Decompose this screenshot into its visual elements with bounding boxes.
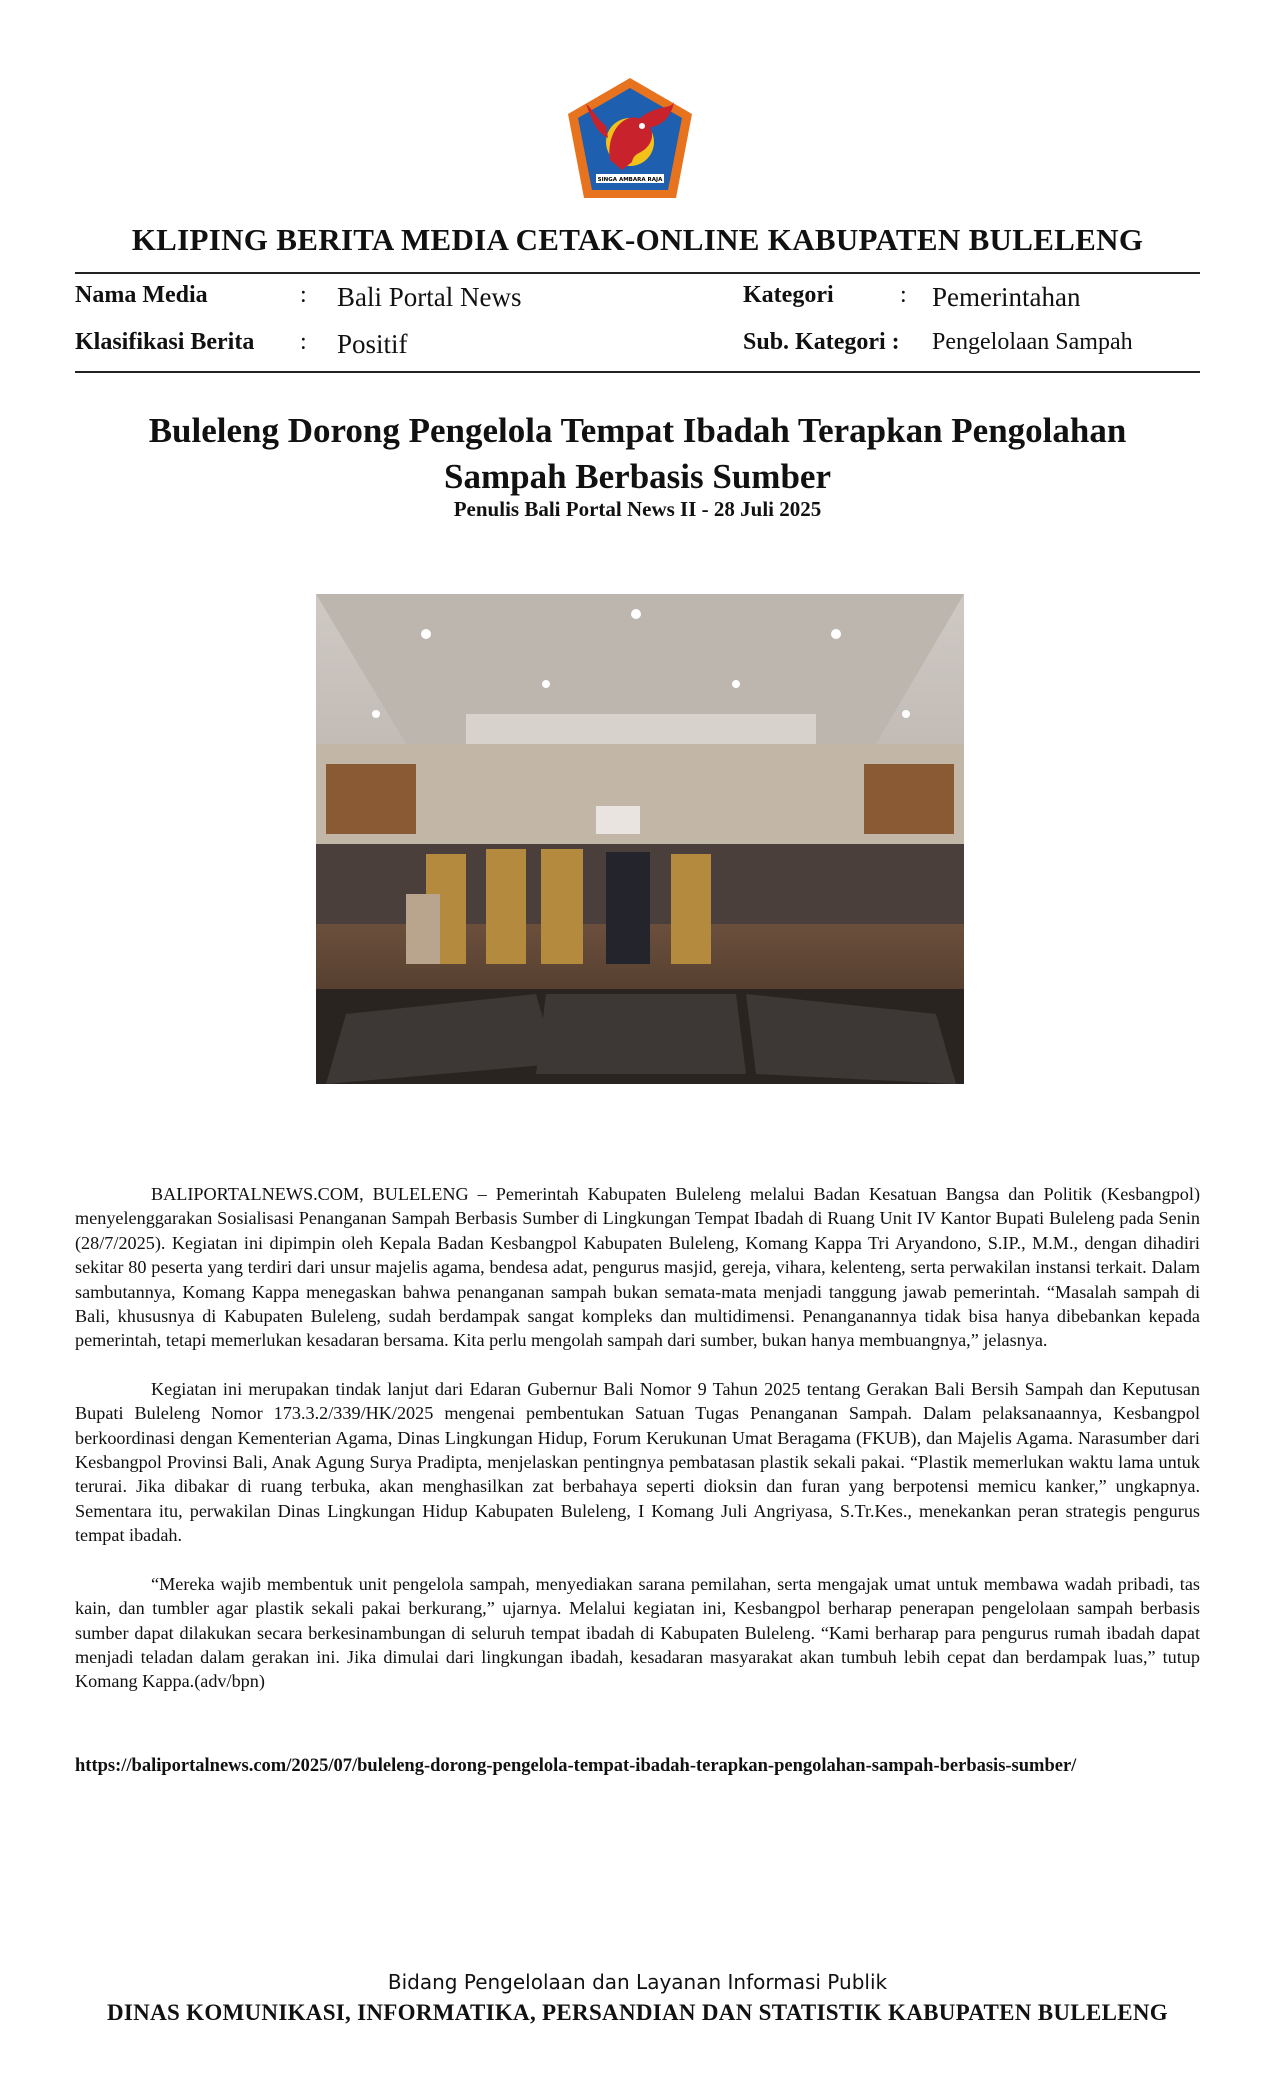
nama-media-value: Bali Portal News [337, 282, 522, 312]
article-paragraph-3: “Mereka wajib membentuk unit pengelola sampah, menyediakan sarana pemilahan, serta mengajak umat untuk membawa wadah pribadi, tas kain, dan tumbler agar plastik sekali pakai berkurang,” ujarnya. Melalui kegiatan ini, Kesbangpol berharap penerapan pengelolaan sampah berbasis sumber dapat dilakukan secara berkesinambungan di seluruh tempat ibadah di Kabupaten Buleleng. “Kami berharap para pengurus rumah ibadah dapat menjadi teladan dalam gerakan ini. Jika dimulai dari lingkungan ibadah, kesadaran masyarakat akan tumbuh lebih cepat dan berdampak luas,” tutup Komang Kappa.(adv/bpn) [75, 1573, 1200, 1692]
article-paragraph-2: Kegiatan ini merupakan tindak lanjut dari Edaran Gubernur Bali Nomor 9 Tahun 2025 tentang Gerakan Bali Bersih Sampah dan Keputusan Bupati Buleleng Nomor 173.3.2/339/HK/2025 mengenai pembentukan Satuan Tugas Penanganan Sampah. Dalam pelaksanaannya, Kesbangpol berkoordinasi dengan Kementerian Agama, Dinas Lingkungan Hidup, Forum Kerukunan Umat Beragama (FKUB), dan Majelis Agama. Narasumber dari Kesbangpol Provinsi Bali, Anak Agung Surya Pradipta, menjelaskan pentingnya pembatasan plastik sekali pakai. “Plastik memerlukan waktu lama untuk terurai. Jika dibakar di ruang terbuka, akan menghasilkan zat berbahaya seperti dioksin dan furan yang berpotensi memicu kanker,” ungkapnya. Sementara itu, perwakilan Dinas Lingkungan Hidup Kabupaten Buleleng, I Komang Juli Angriyasa, S.Tr.Kes., menekankan peran strategis pengurus tempat ibadah. [75, 1378, 1200, 1546]
article-title: Buleleng Dorong Pengelola Tempat Ibadah Terapkan Pengolahan Sampah Berbasis Sumber [148, 411, 1127, 496]
header-top-rule [75, 272, 1200, 274]
footer-department: Bidang Pengelolaan dan Layanan Informasi Publik [387, 1970, 888, 1994]
article-byline: Penulis Bali Portal News II - 28 Juli 2025 [453, 497, 822, 521]
kategori-value: Pemerintahan [932, 282, 1081, 312]
nama-media-label: Nama Media [75, 282, 208, 308]
article-body [75, 1182, 1200, 1718]
klasifikasi-berita-value: Positif [337, 329, 408, 359]
header-bottom-rule [75, 371, 1200, 373]
event-photo [316, 594, 964, 1084]
nama-media-colon: : [300, 282, 307, 308]
sub-kategori-value: Pengelolaan Sampah [932, 329, 1133, 355]
kategori-label: Kategori [743, 282, 834, 308]
emblem-motto: SINGA AMBARA RAJA [597, 177, 663, 183]
buleleng-emblem-logo [562, 74, 698, 202]
article-paragraph-1: BALIPORTALNEWS.COM, BULELENG – Pemerintah Kabupaten Buleleng melalui Badan Kesatuan Bangsa dan Politik (Kesbangpol) menyelenggarakan Sosialisasi Penanganan Sampah Berbasis Sumber di Lingkungan Tempat Ibadah di Ruang Unit IV Kantor Bupati Buleleng pada Senin (28/7/2025). Kegiatan ini dipimpin oleh Kepala Badan Kesbangpol Kabupaten Buleleng, Komang Kappa Tri Aryandono, S.IP., M.M., dengan dihadiri sekitar 80 peserta yang terdiri dari unsur majelis agama, bendesa adat, pengurus masjid, gereja, vihara, kelenteng, serta perwakilan instansi terkait. Dalam sambutannya, Komang Kappa menegaskan bahwa penanganan sampah bukan semata-mata menjadi tanggung jawab pemerintah. “Masalah sampah di Bali, khususnya di Kabupaten Buleleng, sudah berdampak sangat kompleks dan multidimensi. Penanganannya tidak bisa hanya dibebankan kepada pemerintah, tetapi memerlukan kesadaran bersama. Kita perlu mengolah sampah dari sumber, bukan hanya membuangnya,” jelasnya. [75, 1184, 1200, 1351]
klasifikasi-berita-label: Klasifikasi Berita [75, 329, 255, 355]
source-url-link[interactable]: https://baliportalnews.com/2025/07/buleleng-dorong-pengelola-tempat-ibadah-terapkan-pengolahan-sampah-berbasis-sumber/ [75, 1756, 1077, 1776]
clipping-header-title: KLIPING BERITA MEDIA CETAK-ONLINE KABUPATEN BULELENG [131, 222, 1144, 257]
klasifikasi-colon: : [300, 329, 307, 355]
kategori-colon: : [900, 282, 907, 308]
sub-kategori-label: Sub. Kategori : [743, 329, 900, 355]
footer-agency: DINAS KOMUNIKASI, INFORMATIKA, PERSANDIAN DAN STATISTIK KABUPATEN BULELENG [107, 2000, 1168, 2025]
